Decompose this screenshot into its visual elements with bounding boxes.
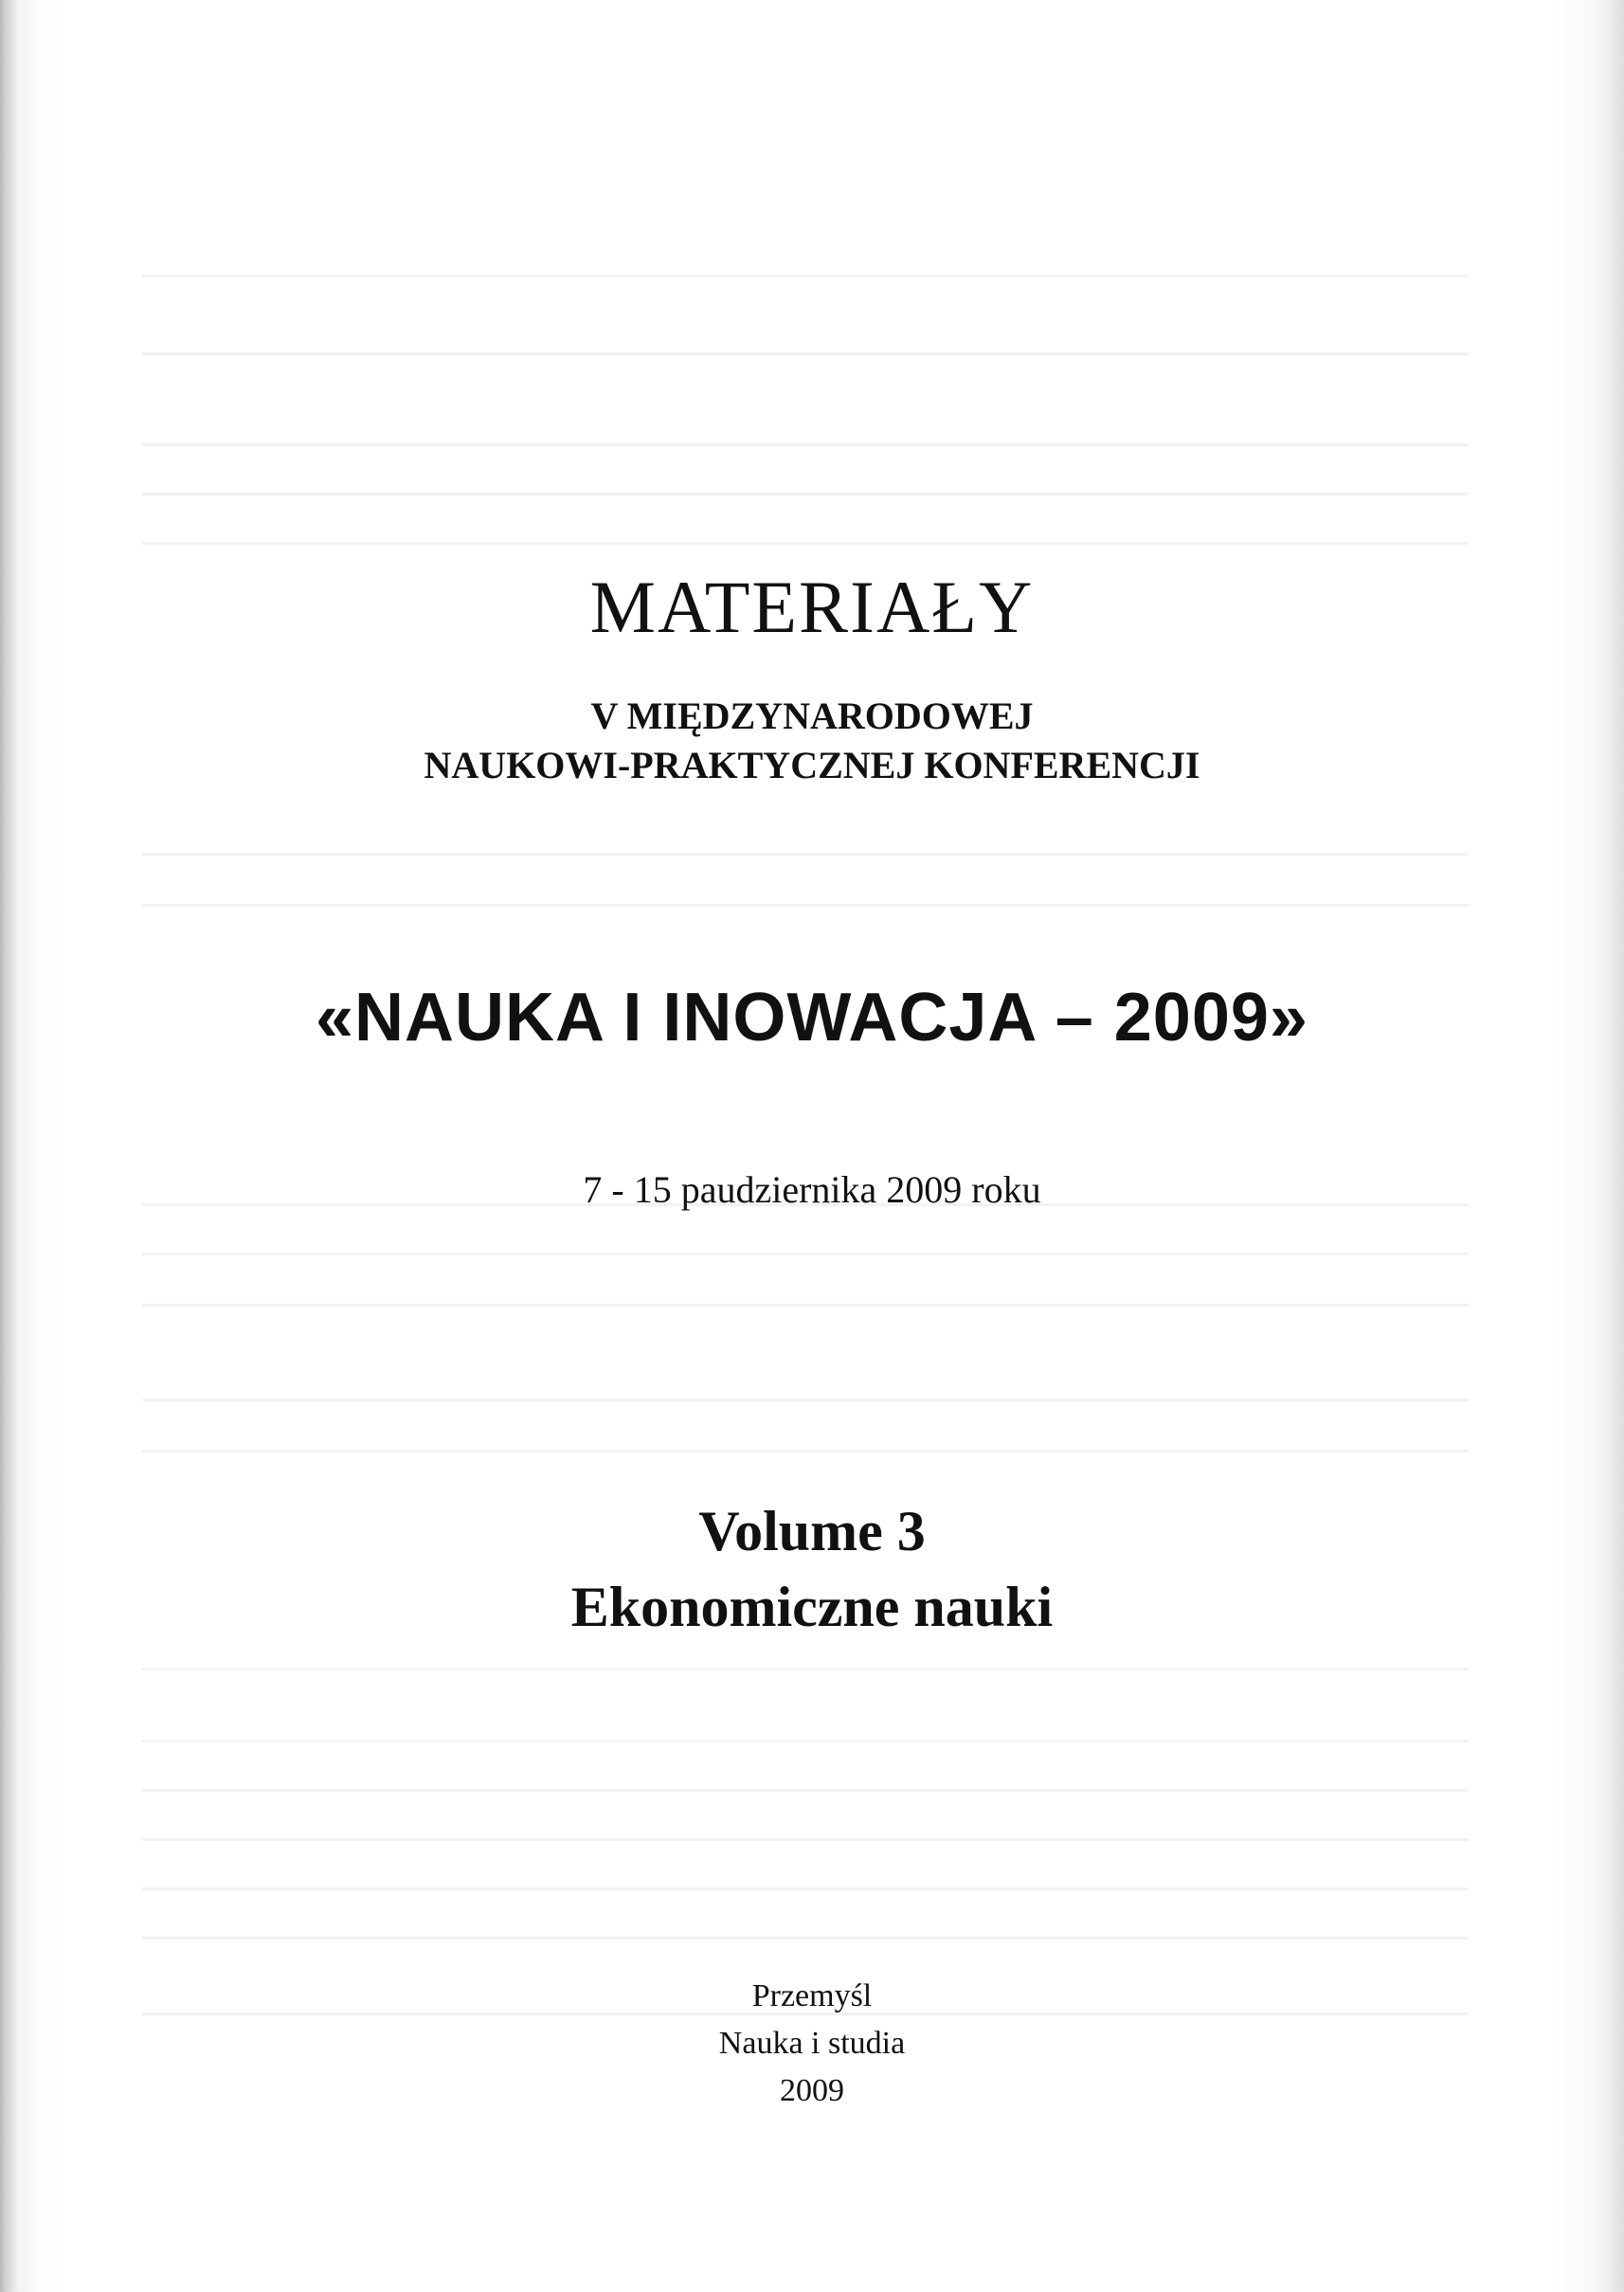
imprint-publisher: Nauka i studia: [718, 2026, 906, 2061]
volume-number: Volume 3: [698, 1500, 926, 1562]
conference-dates: 7 - 15 paudziernika 2009 roku: [583, 1168, 1041, 1211]
imprint-city: Przemyśl: [751, 1978, 873, 2013]
conference-descriptor-line-1: V MIĘDZYNARODOWEJ: [590, 695, 1034, 737]
page-title: MATERIAŁY: [589, 566, 1035, 648]
volume-topic: Ekonomiczne nauki: [570, 1576, 1054, 1638]
conference-name: «NAUKA I INOWACJA – 2009»: [316, 980, 1308, 1056]
imprint-year: 2009: [780, 2073, 844, 2108]
conference-descriptor-line-2: NAUKOWI-PRAKTYCZNEJ KONFERENCJI: [424, 744, 1200, 786]
